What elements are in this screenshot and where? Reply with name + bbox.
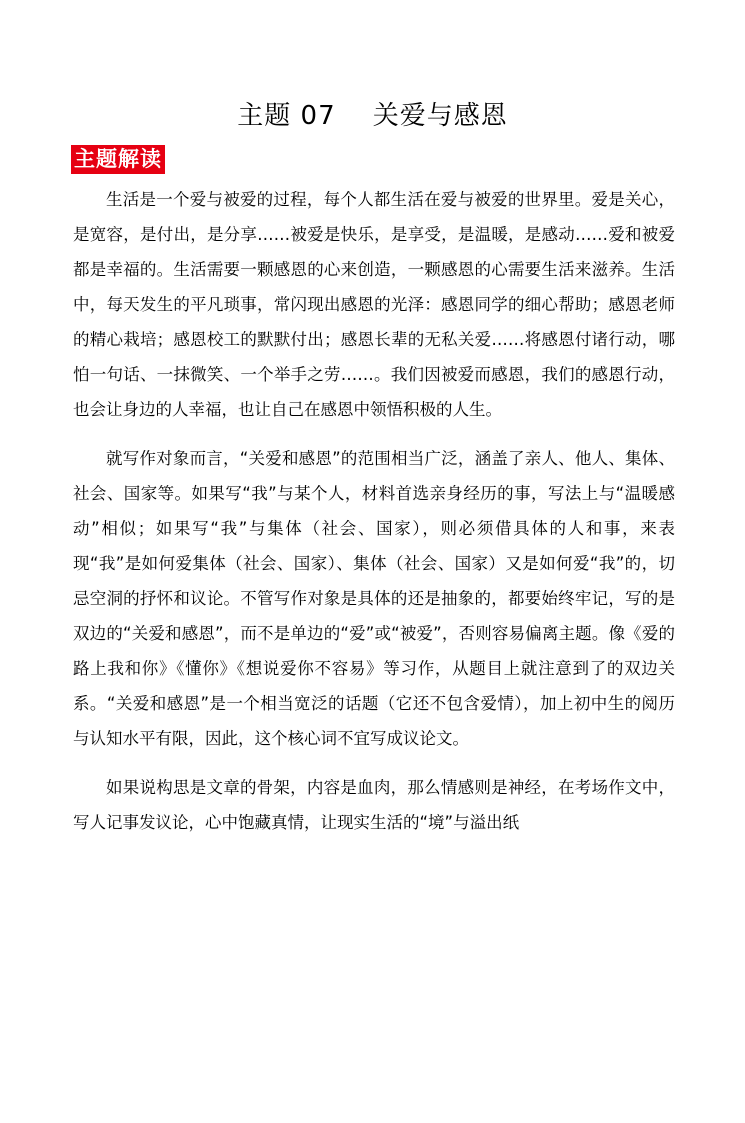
paragraph-1: 生活是一个爱与被爱的过程，每个人都生活在爱与被爱的世界里。爱是关心，是宽容，是付出，是分享……被爱是快乐，是享受，是温暖，是感动……爱和被爱都是幸福的。生活需要一颗感恩的心来创造，一颗感恩的心需要生活来滋养。生活中，每天发生的平凡琐事，常闪现出感恩的光泽：感恩同学的细心帮助；感恩老师的精心栽培；感恩校工的默默付出；感恩长辈的无私关爱……将感恩付诸行动，哪怕一句话、一抹微笑、一个举手之劳……。我们因被爱而感恩，我们的感恩行动，也会让身边的人幸福，也让自己在感恩中领悟积极的人生。 [73,190,675,419]
section-label-theme-reading: 主题解读 [71,145,165,174]
paragraph-2: 就写作对象而言，“关爱和感恩”的范围相当广泛，涵盖了亲人、他人、集体、社会、国家等。如果写“我”与某个人，材料首选亲身经历的事，写法上与“温暖感动”相似；如果写“我”与集体（社会、国家），则必须借具体的人和事，来表现“我”是如何爱集体（社会、国家）、集体（社会、国家）又是如何爱“我”的，切忌空洞的抒怀和议论。不管写作对象是具体的还是抽象的，都要始终牢记，写的是双边的“关爱和感恩”，而不是单边的“爱”或“被爱”，否则容易偏离主题。像《爱的路上我和你》《懂你》《想说爱你不容易》等习作，从题目上就注意到了的双边关系。“关爱和感恩”是一个相当宽泛的话题（它还不包含爱情），加上初中生的阅历与认知水平有限，因此，这个核心词不宜写成议论文。 [73,449,675,748]
page-title: 主题 07 关爱与感恩 [237,101,508,131]
paragraph-3: 如果说构思是文章的骨架，内容是血肉，那么情感则是神经，在考场作文中，写人记事发议论，心中饱藏真情，让现实生活的“境”与溢出纸 [73,778,675,832]
body-text [73,182,675,854]
